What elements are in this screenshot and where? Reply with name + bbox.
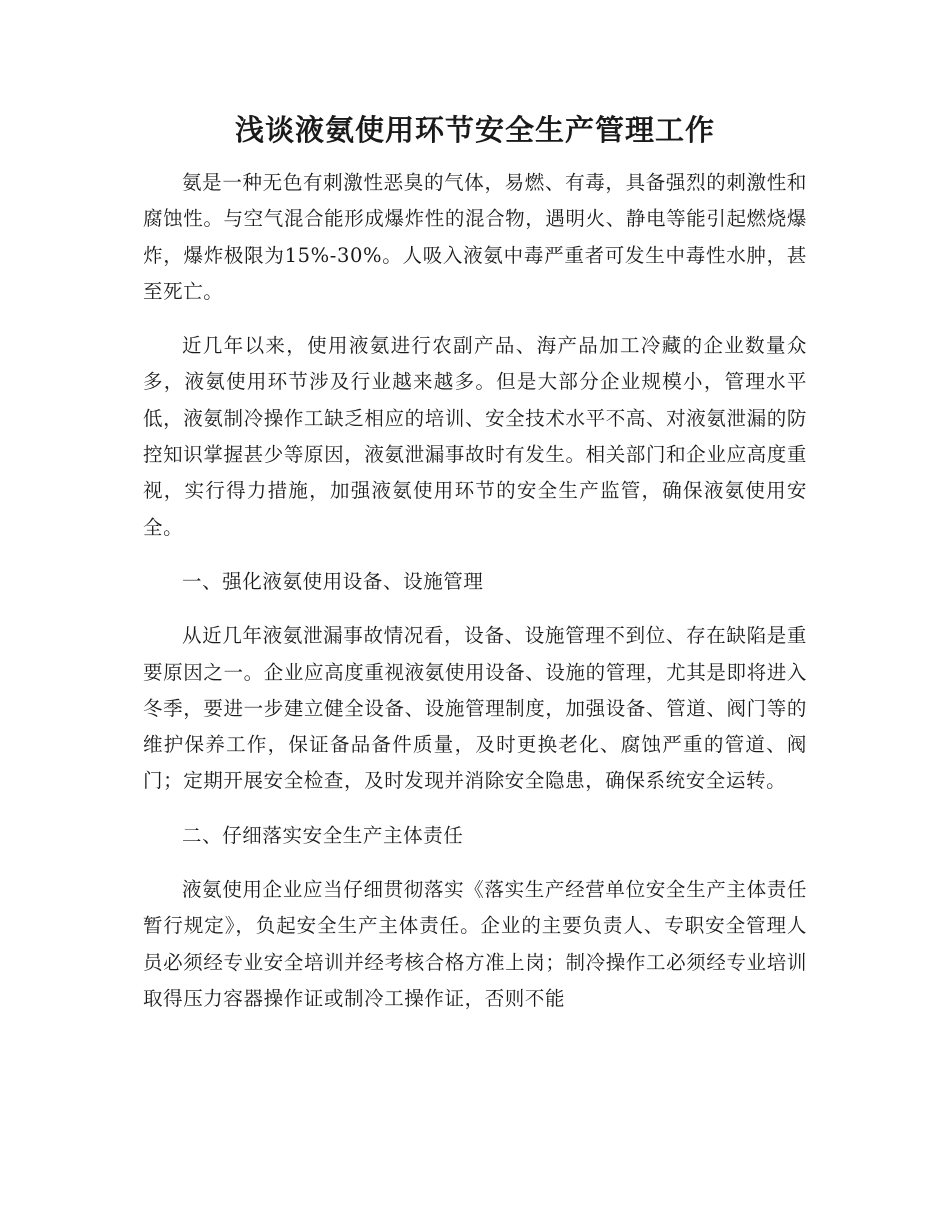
document-title: 浅谈液氨使用环节安全生产管理工作 — [234, 113, 715, 147]
paragraph-background: 近几年以来，使用液氨进行农副产品、海产品加工冷藏的企业数量众多，液氨使用环节涉及行业越来越多。但是大部分企业规模小，管理水平低，液氨制冷操作工缺乏相应的培训、安全技术水平不高、对液氨泄漏的防控知识掌握甚少等原因，液氨泄漏事故时有发生。相关部门和企业应高度重视，实行得力措施，加强液氨使用环节的安全生产监管，确保液氨使用安全。 — [143, 334, 807, 539]
paragraph-equipment: 从近几年液氨泄漏事故情况看，设备、设施管理不到位、存在缺陷是重要原因之一。企业应高度重视液氨使用设备、设施的管理，尤其是即将进入冬季，要进一步建立健全设备、设施管理制度，加强设备、管道、阀门等的维护保养工作，保证备品备件质量，及时更换老化、腐蚀严重的管道、阀门；定期开展安全检查，及时发现并消除安全隐患，确保系统安全运转。 — [143, 624, 807, 793]
paragraph-gap — [143, 854, 807, 872]
paragraph-gap — [143, 800, 807, 818]
section-heading-equipment: 一、强化液氨使用设备、设施管理 — [182, 569, 484, 593]
paragraph-gap — [143, 600, 807, 618]
section-heading-responsibility: 二、仔细落实安全生产主体责任 — [182, 823, 464, 847]
paragraph-gap — [143, 310, 807, 328]
paragraph-ammonia-intro: 氨是一种无色有刺激性恶臭的气体，易燃、有毒，具备强烈的刺激性和腐蚀性。与空气混合能形成爆炸性的混合物，遇明火、静电等能引起燃烧爆炸，爆炸极限为15%-30%。人吸入液氨中毒严重者可发生中毒性水肿，甚至死亡。 — [143, 171, 807, 303]
paragraph-gap — [143, 546, 807, 564]
paragraph-responsibility: 液氨使用企业应当仔细贯彻落实《落实生产经营单位安全生产主体责任暂行规定》，负起安全生产主体责任。企业的主要负责人、专职安全管理人员必须经专业安全培训并经考核合格方准上岗；制冷操作工必须经专业培训取得压力容器操作证或制冷工操作证，否则不能 — [143, 878, 807, 1010]
document-body — [143, 165, 807, 1017]
